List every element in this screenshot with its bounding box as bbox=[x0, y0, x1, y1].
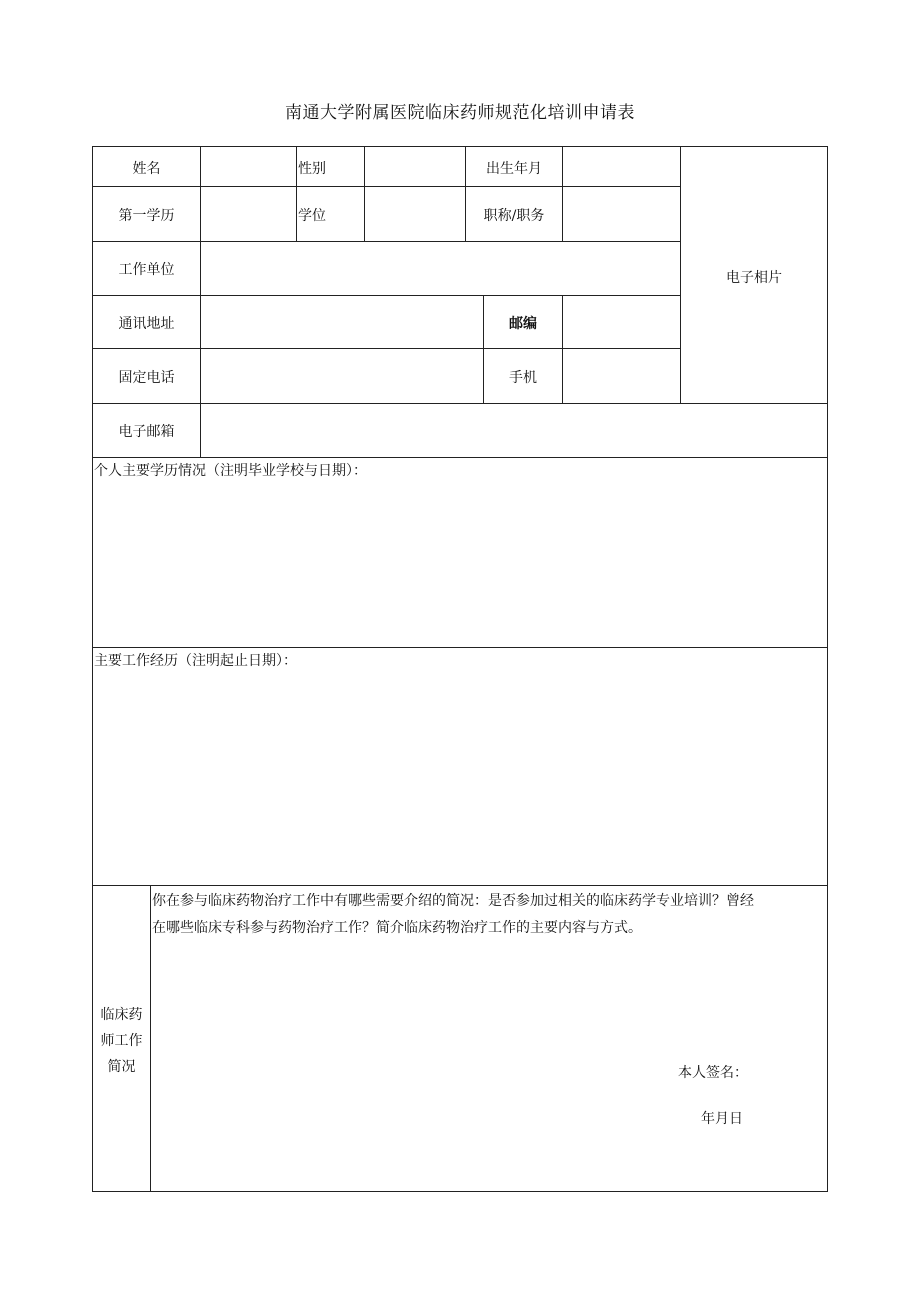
clinical-prompt bbox=[152, 888, 826, 942]
row-divider bbox=[92, 885, 828, 886]
birth-field[interactable] bbox=[563, 147, 680, 186]
workplace-label: 工作单位 bbox=[118, 262, 175, 278]
date-label: 年月日 bbox=[701, 1111, 743, 1127]
clinical-label-line: 临床药 bbox=[100, 1007, 143, 1023]
signature-label: 本人签名： bbox=[678, 1065, 748, 1081]
work-history-label: 主要工作经历（注明起止日期）： bbox=[94, 653, 297, 669]
name-field[interactable] bbox=[201, 147, 296, 186]
table-border-right bbox=[827, 146, 828, 1192]
row-divider bbox=[92, 457, 828, 458]
photo-label: 电子相片 bbox=[726, 270, 782, 286]
clinical-label-line: 简况 bbox=[107, 1059, 136, 1075]
education-label: 第一学历 bbox=[118, 208, 175, 224]
position-field[interactable] bbox=[563, 187, 680, 241]
postcode-label: 邮编 bbox=[509, 316, 537, 332]
mobile-field[interactable] bbox=[563, 349, 680, 403]
position-label: 职称/职务 bbox=[483, 208, 545, 224]
signature-field[interactable] bbox=[748, 1058, 826, 1084]
clinical-summary-field[interactable] bbox=[151, 945, 827, 1055]
col-divider bbox=[296, 146, 297, 242]
form-title: 南通大学附属医院临床药师规范化培训申请表 bbox=[285, 103, 635, 123]
clinical-prompt-line: 在哪些临床专科参与药物治疗工作？简介临床药物治疗工作的主要内容与方式。 bbox=[152, 920, 642, 936]
mobile-label: 手机 bbox=[509, 370, 537, 386]
col-divider bbox=[483, 295, 484, 404]
work-history-field[interactable] bbox=[93, 670, 827, 885]
name-label: 姓名 bbox=[132, 161, 161, 177]
clinical-summary-label bbox=[93, 1002, 150, 1080]
email-field[interactable] bbox=[201, 404, 827, 457]
postcode-field[interactable] bbox=[563, 296, 680, 348]
email-label: 电子邮箱 bbox=[118, 424, 175, 440]
education-history-label: 个人主要学历情况（注明毕业学校与日期）： bbox=[94, 463, 367, 479]
gender-label: 性别 bbox=[298, 161, 326, 177]
table-border-bottom bbox=[92, 1191, 828, 1192]
address-label: 通讯地址 bbox=[118, 316, 175, 332]
degree-field[interactable] bbox=[365, 187, 465, 241]
birth-label: 出生年月 bbox=[486, 161, 542, 177]
education-field[interactable] bbox=[201, 187, 296, 241]
phone-field[interactable] bbox=[201, 349, 483, 403]
row-divider bbox=[92, 647, 828, 648]
address-field[interactable] bbox=[201, 296, 483, 348]
clinical-prompt-line: 你在参与临床药物治疗工作中有哪些需要介绍的简况：是否参加过相关的临床药学专业培训？曾经 bbox=[152, 893, 754, 909]
degree-label: 学位 bbox=[298, 208, 326, 224]
workplace-field[interactable] bbox=[201, 242, 680, 295]
gender-field[interactable] bbox=[365, 147, 465, 186]
education-history-field[interactable] bbox=[93, 480, 827, 647]
phone-label: 固定电话 bbox=[118, 370, 175, 386]
clinical-label-line: 师工作 bbox=[100, 1033, 143, 1049]
